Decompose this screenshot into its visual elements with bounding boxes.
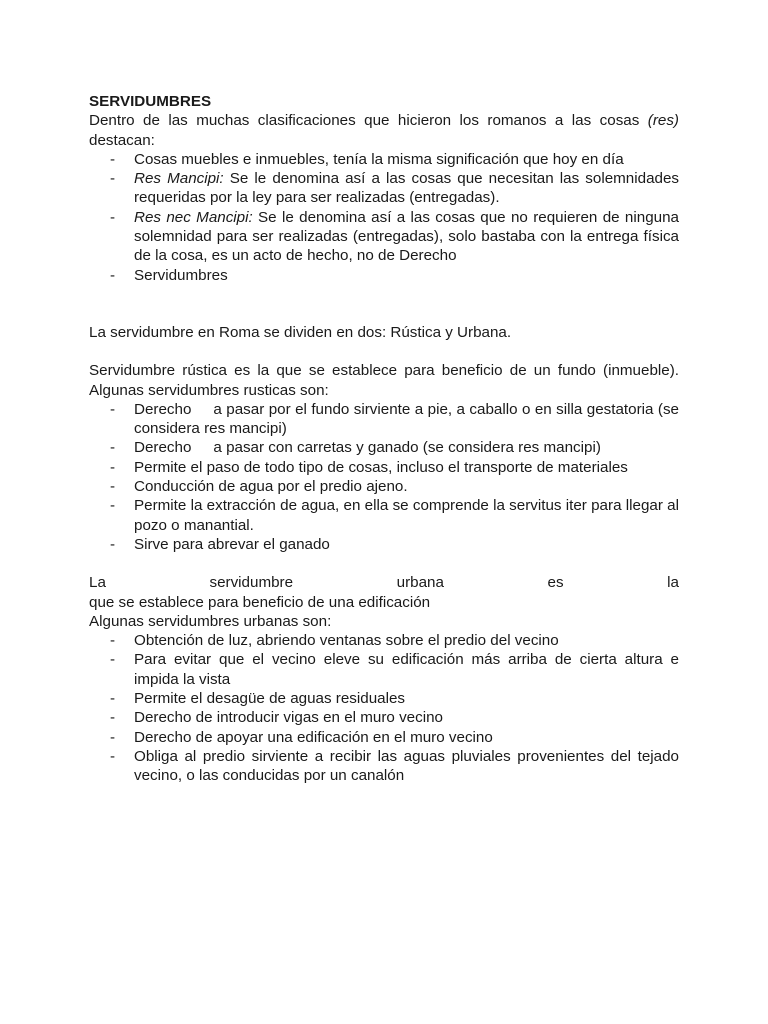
list-item: - Permite el paso de todo tipo de cosas, incluso el transporte de materiales (110, 458, 628, 476)
list-item: - Cosas muebles e inmuebles, tenía la misma significación que hoy en día (110, 150, 624, 168)
dash-marker: - (110, 747, 116, 765)
list-item: - Res Mancipi: Se le denomina así a las cosas que necesitan las solemnidades requeridas por la ley para ser realizadas (entregadas). (110, 170, 680, 207)
dash-marker: - (110, 170, 116, 188)
list-item: - Sirve para abrevar el ganado (110, 535, 330, 553)
dash-marker: - (110, 150, 116, 168)
intro-text: Dentro de las muchas clasificaciones que hicieron los romanos a las cosas (89, 112, 648, 130)
dash-marker: - (110, 535, 116, 553)
dash-marker: - (110, 497, 116, 515)
dash-marker: - (110, 728, 116, 746)
list-item: - Res nec Mancipi: Se le denomina así a las cosas que no requieren de ninguna solemnidad para ser realizadas (entregadas), solo bastaba con la entrega física de la cosa, es un acto de hecho, no de Derecho (110, 208, 679, 265)
list-item: - Obtención de luz, abriendo ventanas sobre el predio del vecino (110, 632, 559, 650)
roma-paragraph: La servidumbre en Roma se dividen en dos: Rústica y Urbana. (89, 323, 512, 341)
intro-italic: (res) (647, 112, 679, 130)
dash-marker: - (110, 651, 116, 669)
urbana-line-1: La servidumbre urbana es la (89, 574, 679, 592)
document-title: SERVIDUMBRES (89, 93, 212, 110)
list-item: - Derecho a pasar con carretas y ganado (se considera res mancipi) (110, 439, 601, 457)
dash-marker: - (110, 458, 116, 476)
intro-paragraph (89, 111, 679, 150)
dash-marker: - (110, 439, 116, 457)
list-item: - Para evitar que el vecino eleve su edificación más arriba de cierta altura e impida la vista (110, 651, 679, 688)
list-item: - Obliga al predio sirviente a recibir las aguas pluviales provenientes del tejado vecino, o las conducidas por un canalón (110, 747, 679, 785)
document-body (89, 92, 679, 786)
list-item: - Derecho de introducir vigas en el muro vecino (110, 709, 443, 727)
dash-marker: - (110, 709, 116, 727)
list-item: - Derecho a pasar por el fundo sirviente a pie, a caballo o en silla gestatoria (se considera res mancipi) (110, 400, 679, 438)
classification-list (89, 150, 679, 285)
list-item: - Conducción de agua por el predio ajeno. (110, 478, 408, 496)
urbana-list (89, 631, 679, 785)
rustica-list (89, 400, 679, 554)
list-item: - Permite el desagüe de aguas residuales (110, 690, 406, 708)
dash-marker: - (110, 400, 116, 418)
list-item: - Permite la extracción de agua, en ella se comprende la servitus iter para llegar al pozo o manantial. (110, 497, 679, 534)
dash-marker: - (110, 632, 116, 650)
intro-text-end: destacan: (89, 131, 155, 149)
urbana-line-2: que se establece para beneficio de una edificación (89, 593, 431, 611)
dash-marker: - (110, 478, 116, 496)
urbana-intro: Algunas servidumbres urbanas son: (89, 612, 332, 630)
list-item: - Derecho de apoyar una edificación en el muro vecino (110, 728, 493, 746)
dash-marker: - (110, 690, 116, 708)
dash-marker: - (110, 208, 116, 226)
dash-marker: - (110, 266, 116, 284)
rustica-paragraph: Servidumbre rústica es la que se establece para beneficio de un fundo (inmueble). Algunas servidumbres rusticas son: (89, 362, 679, 399)
list-item: - Servidumbres (110, 266, 228, 284)
